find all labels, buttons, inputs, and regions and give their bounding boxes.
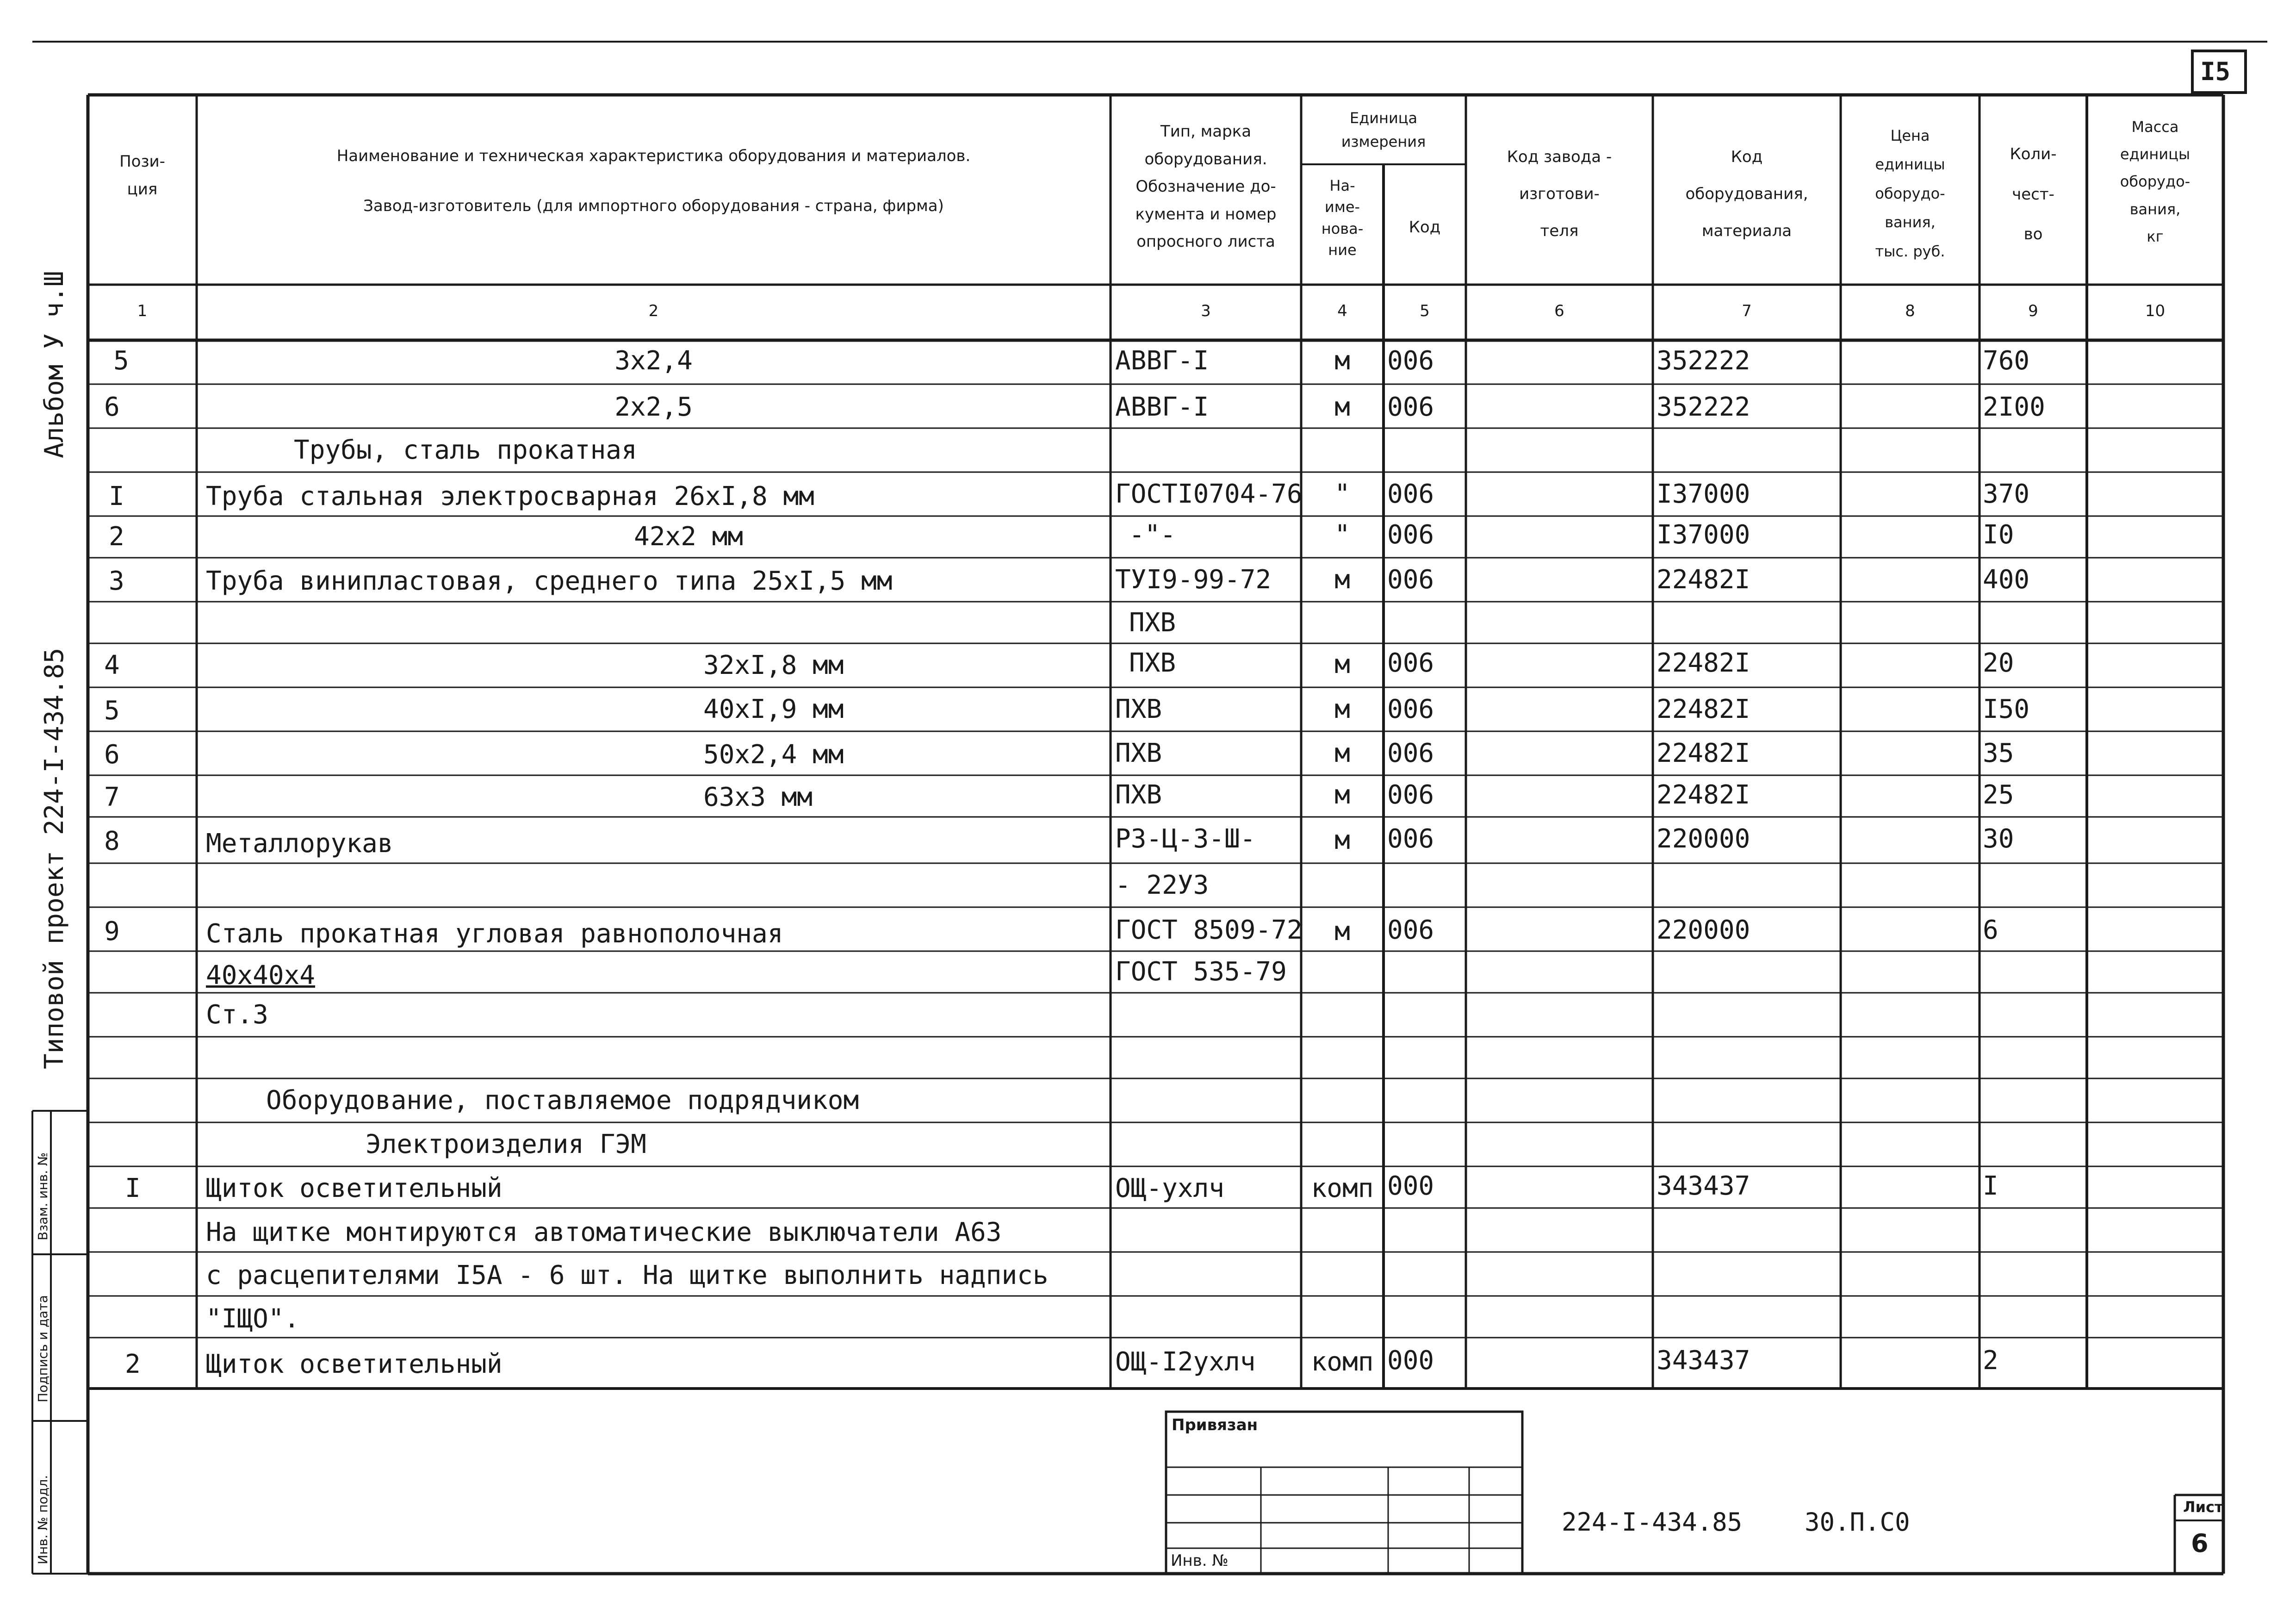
row-material-code: I37000 bbox=[1657, 520, 1750, 550]
side-field-original-inv: Инв. № подл. bbox=[35, 1475, 50, 1564]
row-type: ГОСТI0704-76 bbox=[1115, 479, 1303, 509]
row-type: ПХВ bbox=[1115, 694, 1162, 724]
row-unit-code: 006 bbox=[1387, 648, 1434, 678]
row-name: 2x2,5 bbox=[614, 392, 693, 422]
header-material-code: Код оборудования, материала bbox=[1685, 148, 1808, 240]
sheet-label: Лист bbox=[2183, 1498, 2223, 1516]
header-type: Тип, марка оборудования. Обозначение до- кумента и номер опросного листа bbox=[1135, 122, 1277, 251]
row-note: "IЩО". bbox=[206, 1304, 300, 1334]
row-unit: комп bbox=[1311, 1173, 1374, 1203]
row-quantity: 760 bbox=[1983, 346, 2030, 376]
row-material-code: 220000 bbox=[1657, 824, 1750, 854]
row-material-code: 343437 bbox=[1657, 1345, 1750, 1376]
row-name: Металлорукав bbox=[206, 828, 393, 859]
header-factory-code: Код завода - изготови- теля bbox=[1507, 148, 1612, 240]
column-number: 3 bbox=[1201, 302, 1211, 320]
row-name: 3x2,4 bbox=[614, 346, 693, 376]
row-name: Сталь прокатная угловая равнополочная bbox=[206, 919, 783, 949]
sheet-number: 6 bbox=[2191, 1529, 2209, 1558]
row-position: 4 bbox=[104, 650, 120, 680]
side-field-signature-date: Подпись и дата bbox=[35, 1295, 50, 1402]
row-note: На щитке монтируются автоматические выключатели А63 bbox=[206, 1217, 1002, 1247]
row-unit-code: 000 bbox=[1387, 1171, 1434, 1201]
row-material-code: I37000 bbox=[1657, 479, 1750, 509]
row-unit-code: 006 bbox=[1387, 479, 1434, 509]
row-quantity: I50 bbox=[1983, 694, 2030, 724]
column-number: 2 bbox=[648, 302, 659, 320]
stamp-inv-label: Инв. № bbox=[1171, 1551, 1229, 1570]
row-unit-code: 006 bbox=[1387, 346, 1434, 376]
row-quantity: 370 bbox=[1983, 479, 2030, 509]
row-material-code: 22482I bbox=[1657, 565, 1750, 595]
row-material-code: 22482I bbox=[1657, 738, 1750, 768]
row-position: I bbox=[125, 1173, 141, 1203]
row-type: -"- bbox=[1129, 520, 1176, 550]
row-position: 8 bbox=[104, 826, 120, 856]
document-sheet-code: 30.П.С0 bbox=[1805, 1507, 1910, 1537]
row-unit-code: 006 bbox=[1387, 915, 1434, 945]
row-material-code: 352222 bbox=[1657, 346, 1750, 376]
side-field-replace-inv: Взам. инв. № bbox=[35, 1152, 50, 1240]
row-type: ГОСТ 8509-72 bbox=[1115, 915, 1303, 945]
column-number: 10 bbox=[2145, 302, 2166, 320]
row-quantity: 2 bbox=[1983, 1345, 1998, 1376]
row-type: - 22УЗ bbox=[1115, 870, 1209, 900]
column-number: 5 bbox=[1420, 302, 1430, 320]
header-unit-code: Код bbox=[1409, 218, 1441, 237]
row-position: I bbox=[109, 481, 124, 511]
header-name-line2: Завод-изготовитель (для импортного оборудования - страна, фирма) bbox=[363, 197, 944, 215]
header-mass: Масса единицы оборудо- вания, кг bbox=[2120, 118, 2191, 245]
row-type: ПХВ bbox=[1115, 738, 1162, 768]
top-sheet-number: I5 bbox=[2200, 57, 2231, 86]
row-unit: м bbox=[1334, 780, 1350, 810]
row-quantity: 20 bbox=[1983, 648, 2014, 678]
row-unit: " bbox=[1334, 520, 1350, 550]
row-unit-code: 006 bbox=[1387, 520, 1434, 550]
row-type: ПХВ bbox=[1129, 648, 1176, 678]
row-name: 50x2,4 мм bbox=[703, 740, 844, 770]
header-name-line1: Наименование и техническая характеристика оборудования и материалов. bbox=[336, 147, 971, 165]
row-material-code: 22482I bbox=[1657, 648, 1750, 678]
row-name: Труба стальная электросварная 26xI,8 мм bbox=[206, 481, 814, 511]
side-album-label: Альбом У ч.Ш bbox=[39, 271, 69, 458]
section-title: Оборудование, поставляемое подрядчиком bbox=[266, 1085, 859, 1115]
column-number: 8 bbox=[1905, 302, 1915, 320]
side-project-label: Типовой проект 224-I-434.85 bbox=[39, 648, 69, 1069]
header-unit-name: На- име- нова- ние bbox=[1321, 177, 1364, 259]
row-name: 32xI,8 мм bbox=[703, 650, 844, 680]
row-position: 6 bbox=[104, 740, 120, 770]
row-type: ТУI9-99-72 bbox=[1115, 565, 1272, 595]
header-unit-group: Единица измерения bbox=[1341, 109, 1426, 151]
row-material-code: 220000 bbox=[1657, 915, 1750, 945]
row-unit: м bbox=[1334, 565, 1350, 595]
row-type: ОЩ-I2ухлч bbox=[1115, 1347, 1256, 1377]
header-position: Пози- ция bbox=[119, 152, 165, 199]
row-unit-code: 006 bbox=[1387, 738, 1434, 768]
row-position: 3 bbox=[109, 566, 124, 596]
row-position: 5 bbox=[104, 696, 120, 726]
stamp-attached-label: Привязан bbox=[1172, 1416, 1258, 1434]
row-name: 63x3 мм bbox=[703, 782, 813, 812]
row-unit: м bbox=[1334, 825, 1350, 855]
row-position: 7 bbox=[104, 782, 120, 812]
row-unit-code: 006 bbox=[1387, 824, 1434, 854]
row-position: 6 bbox=[104, 392, 120, 422]
column-number: 6 bbox=[1554, 302, 1564, 320]
row-unit: " bbox=[1334, 479, 1350, 509]
row-unit-code: 006 bbox=[1387, 392, 1434, 422]
row-material-code: 352222 bbox=[1657, 392, 1750, 422]
section-title: Трубы, сталь прокатная bbox=[294, 435, 637, 465]
row-name: Ст.3 bbox=[206, 1000, 268, 1030]
column-number: 7 bbox=[1742, 302, 1752, 320]
column-number: 4 bbox=[1337, 302, 1347, 320]
row-quantity: 6 bbox=[1983, 915, 1998, 945]
row-quantity: I bbox=[1983, 1171, 1998, 1201]
row-name: Щиток осветительный bbox=[206, 1349, 503, 1379]
row-unit-code: 000 bbox=[1387, 1345, 1434, 1376]
row-unit-code: 006 bbox=[1387, 780, 1434, 810]
row-name: 40x40x4 bbox=[206, 960, 316, 990]
row-note: с расцепителями I5А - 6 шт. На щитке выполнить надпись bbox=[206, 1260, 1049, 1290]
row-position: 2 bbox=[109, 522, 124, 552]
row-quantity: 400 bbox=[1983, 565, 2030, 595]
row-unit: м bbox=[1334, 694, 1350, 724]
row-unit: м bbox=[1334, 649, 1350, 679]
header-price: Цена единицы оборудо- вания, тыс. руб. bbox=[1875, 127, 1945, 260]
row-type: ПХВ bbox=[1129, 608, 1176, 638]
row-material-code: 343437 bbox=[1657, 1171, 1750, 1201]
row-unit: м bbox=[1334, 346, 1350, 376]
row-type: ОЩ-ухлч bbox=[1115, 1173, 1225, 1203]
section-subtitle: Электроизделия ГЭМ bbox=[366, 1129, 646, 1159]
column-number: 9 bbox=[2028, 302, 2038, 320]
row-type: АВВГ-I bbox=[1115, 346, 1209, 376]
row-name: Щиток осветительный bbox=[206, 1173, 503, 1203]
header-quantity: Коли- чест- во bbox=[2010, 145, 2057, 244]
row-name: Труба винипластовая, среднего типа 25xI,5 мм bbox=[206, 566, 893, 596]
row-position: 5 bbox=[113, 346, 129, 376]
row-unit: м bbox=[1334, 916, 1350, 947]
row-unit: м bbox=[1334, 392, 1350, 422]
row-name: 40xI,9 мм bbox=[703, 694, 844, 724]
row-material-code: 22482I bbox=[1657, 780, 1750, 810]
column-number: 1 bbox=[137, 302, 148, 320]
row-type: ГОСТ 535-79 bbox=[1115, 957, 1287, 987]
row-unit-code: 006 bbox=[1387, 565, 1434, 595]
row-type: РЗ-Ц-З-Ш- bbox=[1115, 824, 1256, 854]
row-position: 9 bbox=[104, 916, 120, 947]
row-position: 2 bbox=[125, 1349, 141, 1379]
row-quantity: 30 bbox=[1983, 824, 2014, 854]
row-unit: комп bbox=[1311, 1347, 1374, 1377]
row-unit-code: 006 bbox=[1387, 694, 1434, 724]
row-type: ПХВ bbox=[1115, 780, 1162, 810]
row-unit: м bbox=[1334, 738, 1350, 768]
row-quantity: 35 bbox=[1983, 738, 2014, 768]
row-name: 42x2 мм bbox=[634, 522, 744, 552]
row-quantity: I0 bbox=[1983, 520, 2014, 550]
row-material-code: 22482I bbox=[1657, 694, 1750, 724]
row-type: АВВГ-I bbox=[1115, 392, 1209, 422]
row-quantity: 2I00 bbox=[1983, 392, 2045, 422]
document-code: 224-I-434.85 bbox=[1562, 1507, 1743, 1537]
row-quantity: 25 bbox=[1983, 780, 2014, 810]
